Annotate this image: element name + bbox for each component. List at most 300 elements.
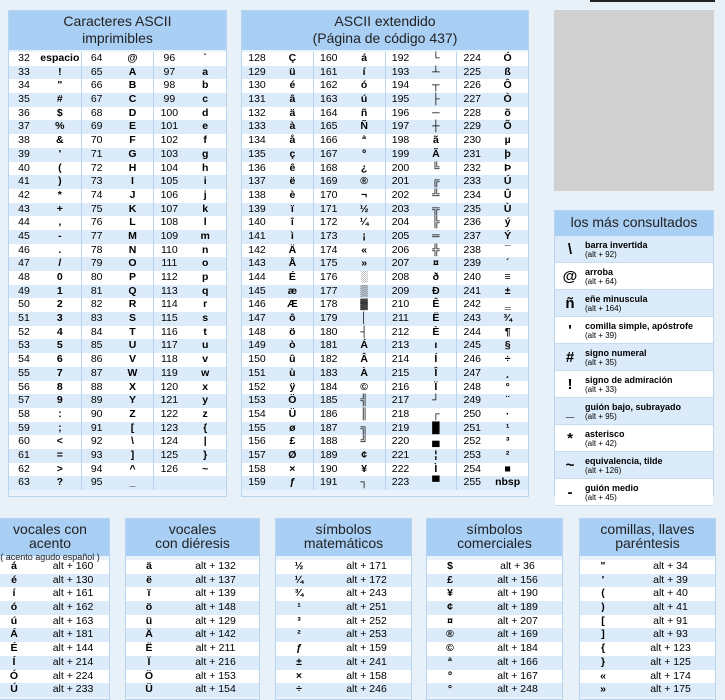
code-char: ¼ — [359, 216, 369, 229]
item-alt-code: (alt + 164) — [585, 303, 622, 313]
code-number: 45 — [18, 229, 30, 242]
code-row — [242, 162, 313, 176]
code-row — [9, 134, 81, 148]
code-row — [386, 449, 457, 463]
code-number: 182 — [319, 353, 338, 366]
row-alt-code: alt + 139 — [195, 587, 236, 600]
code-char: û — [289, 353, 296, 366]
code-char: ■ — [504, 462, 511, 475]
code-char: v — [202, 353, 209, 366]
code-row — [9, 66, 81, 80]
code-row — [314, 162, 385, 176]
row-alt-code: alt + 148 — [195, 601, 236, 614]
gray-placeholder-box — [554, 10, 714, 191]
code-char: ╗ — [360, 421, 368, 434]
code-char: q — [201, 284, 209, 297]
row-alt-code: alt + 91 — [653, 614, 688, 627]
panel-row — [580, 628, 715, 642]
code-number: 101 — [160, 120, 179, 133]
code-row — [242, 79, 313, 93]
code-number: 79 — [90, 257, 103, 270]
code-char: Z — [129, 407, 136, 420]
item-alt-code: (alt + 126) — [585, 465, 622, 475]
code-number: 56 — [18, 380, 30, 393]
code-char: Ï — [434, 380, 438, 393]
code-number: 81 — [90, 284, 103, 297]
code-number: 242 — [463, 298, 482, 311]
code-char: ô — [289, 312, 296, 325]
code-char: ù — [289, 366, 296, 379]
code-number: 174 — [319, 243, 338, 256]
item-alt-code: (alt + 64) — [585, 276, 617, 286]
most-consulted-item — [555, 371, 713, 398]
code-row — [9, 271, 81, 285]
code-row — [457, 93, 528, 107]
row-alt-code: alt + 167 — [497, 669, 538, 682]
code-char: ¤ — [432, 257, 439, 270]
code-number: 151 — [248, 366, 266, 379]
code-number: 130 — [248, 79, 266, 92]
code-number: 239 — [463, 257, 482, 270]
code-row — [154, 148, 226, 162]
row-symbol: ½ — [294, 560, 304, 572]
code-char: Þ — [504, 161, 512, 174]
row-symbol: $ — [447, 560, 453, 572]
row-symbol: Ä — [145, 628, 153, 641]
code-char: Ù — [503, 202, 512, 215]
code-row — [386, 107, 457, 121]
code-number: 201 — [391, 175, 410, 188]
code-char: ├ — [432, 93, 440, 106]
code-number: 184 — [319, 380, 338, 393]
code-number: 169 — [319, 175, 338, 188]
code-char: D — [128, 106, 137, 119]
code-row — [242, 93, 313, 107]
code-number: 44 — [18, 216, 30, 229]
code-row — [386, 189, 457, 203]
code-row — [386, 381, 457, 395]
code-char: È — [432, 325, 440, 338]
code-number: 254 — [463, 462, 482, 475]
code-row — [154, 353, 226, 367]
most-consulted-item — [555, 479, 713, 506]
row-symbol: } — [600, 655, 606, 668]
panel-header — [126, 519, 259, 556]
code-row — [242, 339, 313, 353]
code-char: Û — [503, 188, 512, 201]
panel-row — [126, 601, 259, 615]
code-number: 245 — [463, 339, 482, 352]
code-row — [9, 244, 81, 258]
item-text — [585, 240, 713, 259]
code-row — [82, 298, 154, 312]
code-row — [242, 435, 313, 449]
code-char: X — [129, 380, 137, 393]
code-char: c — [202, 93, 209, 106]
code-char: | — [203, 435, 207, 448]
row-alt-code: alt + 251 — [346, 601, 387, 614]
code-number: 198 — [391, 134, 410, 147]
code-char: ▄ — [432, 435, 440, 448]
code-number: 207 — [391, 257, 410, 270]
code-char: ² — [505, 448, 510, 461]
code-char: î — [290, 216, 294, 229]
code-char: ¡ — [362, 229, 366, 242]
row-alt-code: alt + 233 — [52, 683, 94, 696]
code-number: 48 — [18, 271, 30, 283]
code-row — [154, 422, 226, 436]
code-char: Ý — [504, 229, 512, 242]
item-symbol: ~ — [565, 456, 575, 474]
code-number: 180 — [319, 325, 338, 338]
code-char: ý — [504, 216, 511, 229]
panel-row — [276, 587, 411, 601]
code-number: 88 — [90, 380, 103, 393]
item-symbol: - — [567, 483, 573, 501]
code-number: 113 — [160, 284, 178, 297]
code-row — [314, 381, 385, 395]
row-symbol: " — [600, 560, 606, 572]
code-row — [9, 476, 81, 490]
row-alt-code: alt + 156 — [497, 573, 538, 586]
row-symbol: © — [446, 642, 454, 655]
code-number: 187 — [319, 421, 338, 434]
code-number: 216 — [391, 380, 410, 393]
panel-rows — [580, 556, 715, 697]
row-alt-code: alt + 123 — [650, 642, 691, 655]
code-row — [9, 162, 81, 176]
row-alt-code: alt + 166 — [497, 655, 538, 668]
code-number: 219 — [391, 421, 410, 434]
code-row — [9, 463, 81, 477]
code-row — [314, 422, 385, 436]
item-symbol: # — [565, 348, 575, 366]
row-alt-code: alt + 161 — [52, 587, 94, 600]
code-number: 67 — [90, 93, 103, 106]
code-char: ö — [289, 325, 296, 338]
panel-row — [126, 587, 259, 601]
panel-row — [126, 574, 259, 588]
row-alt-code: alt + 125 — [650, 655, 691, 668]
code-char: Î — [434, 366, 438, 379]
code-row — [154, 120, 226, 134]
code-number: 118 — [160, 353, 178, 366]
code-row — [314, 449, 385, 463]
code-number: 229 — [463, 120, 482, 133]
panel-row — [0, 670, 109, 684]
code-char: 1 — [56, 284, 63, 297]
row-alt-code: alt + 241 — [346, 655, 387, 668]
code-number: 165 — [319, 120, 338, 133]
code-char: © — [360, 380, 368, 393]
code-char: Õ — [503, 120, 512, 133]
code-char: ¾ — [503, 312, 512, 325]
code-char: t — [203, 325, 207, 338]
code-char: ¸ — [505, 366, 510, 379]
code-number: 224 — [463, 52, 482, 64]
code-row — [154, 230, 226, 244]
most-consulted-item — [555, 290, 713, 317]
row-symbol: ² — [297, 628, 301, 641]
code-row — [82, 134, 154, 148]
code-number: 218 — [391, 407, 410, 420]
code-char: ì — [290, 229, 294, 242]
code-number: 166 — [319, 134, 338, 147]
panel-row — [427, 670, 562, 684]
code-number: 61 — [18, 448, 30, 461]
code-row — [9, 230, 81, 244]
code-row — [314, 93, 385, 107]
code-char: h — [201, 161, 209, 174]
code-char: ¦ — [434, 448, 438, 461]
code-char: Ã — [432, 147, 440, 160]
row-symbol: ³ — [297, 614, 301, 627]
code-row — [386, 203, 457, 217]
code-char: ÷ — [504, 353, 511, 366]
code-row — [82, 93, 154, 107]
code-char: ░ — [360, 271, 368, 283]
extended-title: ASCII extendido — [334, 13, 436, 29]
code-number: 170 — [319, 188, 338, 201]
code-number: 251 — [463, 421, 482, 434]
item-symbol: _ — [565, 402, 575, 420]
code-char: / — [58, 257, 62, 270]
code-number: 64 — [90, 52, 103, 64]
code-row — [386, 134, 457, 148]
code-number: 106 — [160, 188, 179, 201]
code-row — [154, 203, 226, 217]
code-number: 232 — [463, 161, 482, 174]
code-number: 217 — [391, 394, 410, 407]
code-char: Ç — [288, 52, 297, 64]
code-row — [457, 394, 528, 408]
code-row — [9, 298, 81, 312]
panel-rows — [276, 556, 411, 697]
code-number: 221 — [391, 448, 410, 461]
code-number: 73 — [90, 175, 103, 188]
row-symbol: Ó — [9, 669, 19, 682]
code-row — [154, 381, 226, 395]
code-number: 253 — [463, 448, 482, 461]
panel-row — [0, 587, 109, 601]
code-number: 42 — [18, 188, 30, 201]
printable-subtitle: imprimibles — [82, 30, 153, 46]
item-text — [585, 429, 713, 448]
row-alt-code: alt + 163 — [52, 614, 94, 627]
code-number: 52 — [18, 325, 30, 338]
code-char: U — [128, 339, 137, 352]
code-row — [82, 189, 154, 203]
code-number: 192 — [391, 52, 410, 64]
code-number: 115 — [160, 312, 178, 325]
code-number: 243 — [463, 312, 482, 325]
code-row — [9, 148, 81, 162]
code-number: 215 — [391, 366, 410, 379]
code-row — [386, 216, 457, 230]
row-alt-code: alt + 162 — [52, 601, 94, 614]
item-text — [585, 321, 713, 340]
code-row — [154, 298, 226, 312]
code-row — [314, 120, 385, 134]
code-number: 129 — [248, 65, 266, 78]
row-symbol: Á — [10, 628, 18, 641]
panel-row — [126, 628, 259, 642]
row-symbol: ¥ — [447, 587, 453, 600]
code-char: a — [202, 65, 209, 78]
code-number: 186 — [319, 407, 338, 420]
code-number: 47 — [18, 257, 30, 270]
code-number: 163 — [319, 93, 338, 106]
code-row — [314, 244, 385, 258]
code-row — [457, 189, 528, 203]
code-number: 111 — [161, 257, 178, 270]
code-char: Ú — [503, 175, 512, 188]
row-alt-code: alt + 214 — [52, 655, 94, 668]
code-row — [457, 285, 528, 299]
code-number: 250 — [463, 407, 482, 420]
code-number: 69 — [90, 120, 103, 133]
row-alt-code: alt + 40 — [653, 587, 688, 600]
code-row — [457, 476, 528, 490]
code-char: ø — [289, 421, 296, 434]
code-row — [314, 312, 385, 326]
code-number: 231 — [463, 147, 482, 160]
panel-row — [126, 560, 259, 574]
panel-row — [276, 683, 411, 697]
code-row — [457, 449, 528, 463]
code-char: 6 — [56, 353, 63, 366]
code-number: 157 — [248, 448, 266, 461]
row-alt-code: alt + 184 — [497, 642, 538, 655]
code-char: espacio — [40, 52, 80, 64]
code-char: ═ — [432, 229, 440, 242]
code-row — [457, 312, 528, 326]
item-name: comilla simple, apóstrofe — [585, 320, 694, 331]
item-name: asterisco — [585, 428, 625, 439]
code-char: Ê — [432, 298, 440, 311]
code-row — [314, 189, 385, 203]
code-number: 143 — [248, 257, 266, 270]
code-number: 71 — [90, 147, 103, 160]
row-symbol: Í — [12, 655, 16, 668]
code-row — [314, 257, 385, 271]
code-row — [154, 476, 226, 490]
code-column — [242, 52, 314, 490]
panel-row — [580, 574, 715, 588]
code-row — [82, 79, 154, 93]
code-row — [242, 353, 313, 367]
code-row — [457, 298, 528, 312]
code-row — [82, 120, 154, 134]
code-row — [242, 244, 313, 258]
code-row — [242, 463, 313, 477]
code-row — [386, 79, 457, 93]
code-row — [82, 326, 154, 340]
code-char: 0 — [56, 271, 63, 283]
code-char: £ — [289, 435, 296, 448]
code-number: 117 — [160, 339, 178, 352]
panel-vowels-accent — [0, 518, 110, 700]
item-name: arroba — [585, 266, 614, 277]
code-row — [242, 381, 313, 395]
code-char: ! — [58, 65, 62, 78]
code-number: 93 — [90, 448, 103, 461]
code-char: à — [289, 120, 296, 133]
printable-ascii-header — [9, 11, 226, 50]
code-number: 54 — [18, 353, 30, 366]
panel-row — [0, 601, 109, 615]
code-number: 122 — [160, 407, 179, 420]
code-row — [314, 326, 385, 340]
code-column — [82, 52, 155, 490]
code-row — [9, 422, 81, 436]
code-number: 107 — [160, 202, 179, 215]
panel-row — [580, 683, 715, 697]
code-number: 141 — [248, 229, 266, 242]
code-number: 191 — [319, 476, 338, 489]
code-row — [386, 435, 457, 449]
code-number: 97 — [163, 65, 176, 78]
code-char: ╦ — [432, 202, 440, 215]
item-alt-code: (alt + 39) — [585, 330, 617, 340]
code-char: ½ — [359, 202, 369, 215]
panel-row — [276, 656, 411, 670]
code-row — [154, 463, 226, 477]
code-char: × — [289, 462, 296, 475]
code-number: 234 — [463, 188, 482, 201]
code-char: ; — [58, 421, 62, 434]
code-char: Ò — [503, 93, 512, 106]
code-row — [386, 463, 457, 477]
most-consulted-item — [555, 344, 713, 371]
panel-title: símbolos — [315, 521, 372, 537]
code-row — [82, 216, 154, 230]
code-char: Ð — [432, 284, 440, 297]
code-char: ] — [130, 448, 135, 461]
code-row — [386, 148, 457, 162]
code-char: ~ — [202, 462, 209, 475]
code-char: k — [202, 202, 209, 215]
code-number: 34 — [18, 79, 30, 92]
code-row — [9, 175, 81, 189]
code-row — [314, 107, 385, 121]
item-name: eñe minuscula — [585, 293, 648, 304]
row-symbol: { — [600, 642, 606, 655]
code-number: 63 — [18, 476, 30, 489]
code-row — [242, 52, 313, 66]
panel-row — [276, 628, 411, 642]
code-char: Æ — [287, 298, 298, 311]
row-symbol: » — [600, 683, 606, 696]
panel-row — [276, 560, 411, 574]
code-row — [314, 134, 385, 148]
panel-row — [427, 683, 562, 697]
code-row — [386, 326, 457, 340]
code-number: 38 — [18, 134, 30, 147]
code-row — [386, 93, 457, 107]
code-row — [314, 367, 385, 381]
code-char: 8 — [56, 380, 63, 393]
code-row — [457, 381, 528, 395]
panel-row — [580, 601, 715, 615]
code-number: 74 — [90, 188, 103, 201]
code-char: s — [202, 312, 209, 325]
code-char — [184, 476, 226, 490]
panel-row — [0, 683, 109, 697]
code-number: 85 — [90, 339, 103, 352]
item-alt-code: (alt + 92) — [585, 249, 617, 259]
panel-row — [0, 615, 109, 629]
